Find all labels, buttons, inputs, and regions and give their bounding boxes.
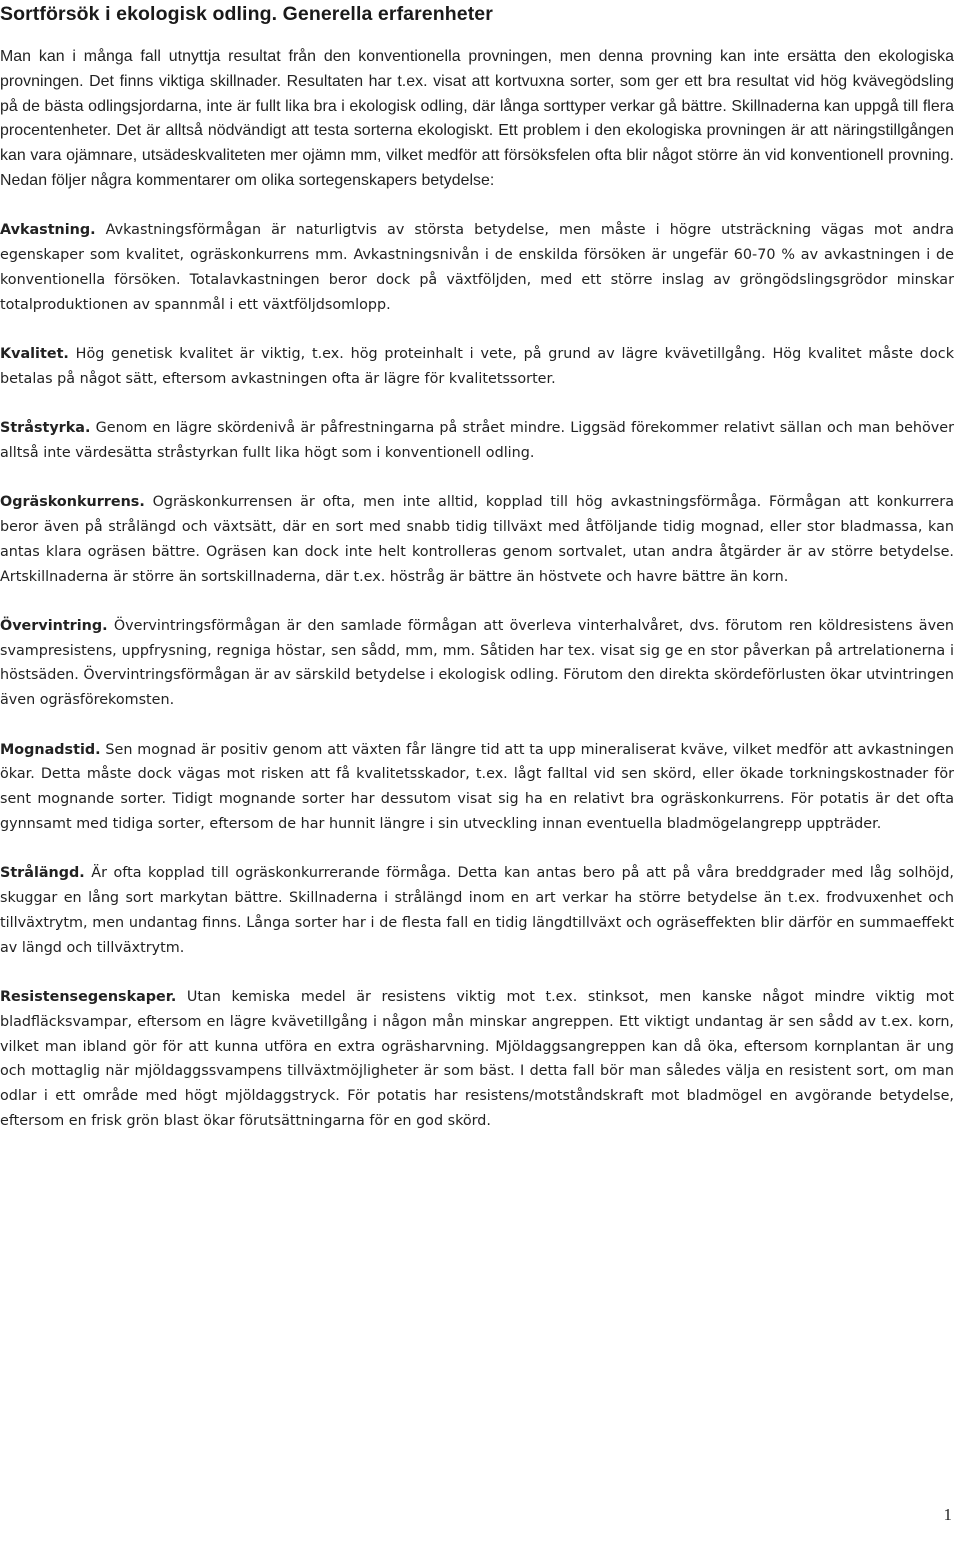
- section-text: Sen mognad är positiv genom att växten får längre tid att ta upp mineraliserat kväve, vilket medför att avkastningen ökar. Detta måste dock vägas mot risken att få kvalitetsskador, t.ex. lågt falltal vid sen skörd, eller ökade torkningskostnader för sent mognande sorter. Tidigt mognande sorter har dessutom visat sig ha en relativt bra ogräskonkurrens. För potatis är det ofta gynnsamt med tidiga sorter, eftersom de har hunnit längre i sin utveckling innan eventuella bladmögelangrepp uppträder.: [0, 741, 954, 832]
- section-heading: Avkastning.: [0, 222, 96, 239]
- section-heading: Mognadstid.: [0, 741, 101, 758]
- section-text: Hög genetisk kvalitet är viktig, t.ex. hög proteinhalt i vete, på grund av lägre kvävetillgång. Hög kvalitet måste dock betalas på något sätt, eftersom avkastningen ofta är lägre för kvalitetssorter.: [0, 345, 954, 387]
- intro-text-part1: Man kan i många fall utnyttja resultat från den konventionella provningen, men denna provning kan inte ersätta den ekologiska provningen. Det finns viktiga skillnader. Resultaten har t.ex. visat att kortvuxna sorter, som ger ett bra resultat vid hög kvävegödsling på de bästa odlingsjordarna, inte är fullt lika bra i ekologisk odling, där långa sorttyper verkar gå bättre. Skillnaderna kan uppgå till flera procentenheter. Det är alltså nödvändigt att testa sorterna ekologiskt.: [0, 48, 954, 140]
- section-text: Genom en lägre skördenivå är påfrestningarna på strået mindre. Liggsäd förekommer relativt sällan och man behöver alltså inte värdesätta stråstyrkan fullt lika högt som i konventionell odling.: [0, 420, 954, 461]
- section-kvalitet: [0, 342, 954, 392]
- section-heading: Ogräskonkurrens.: [0, 494, 145, 511]
- section-heading: Resistensegenskaper.: [0, 988, 177, 1005]
- section-heading: Övervintring.: [0, 617, 108, 634]
- intro-paragraph: [0, 45, 954, 194]
- section-text: Utan kemiska medel är resistens viktig mot t.ex. stinksot, men kanske något mindre viktig mot bladfläcksvampar, eftersom en lägre kvävetillgång i någon mån minskar angreppen. Ett viktigt undantag är sen sådd av t.ex. korn, vilket man ibland gör för att kunna utföra en extra ogräsharvning. Mjöldaggsangreppen kan då öka, eftersom kornplantan är ung och mottaglig när mjöldaggssvampens tillväxtmöjligheter är som bäst. I detta fall bör man således välja en resistent sort, om man odlar i ett område med högt mjöldaggstryck. För potatis har resistens/motståndskraft mot bladmögel en avgörande betydelse, eftersom en frisk grön blast ökar förutsättningarna för en god skörd.: [0, 988, 954, 1129]
- section-stralangd: [0, 861, 954, 960]
- intro-text-part2: Ett problem i den ekologiska provningen är att näringstillgången kan vara ojämnare, utsädeskvaliteten mer ojämn mm, vilket medför att försöksfelen ofta blir något större än vid konventionell provning. Nedan följer några kommentarer om olika sortegenskapers betydelse:: [0, 122, 954, 189]
- section-heading: Kvalitet.: [0, 345, 69, 362]
- page-number: 1: [943, 1505, 952, 1524]
- section-heading: Stråstyrka.: [0, 420, 91, 437]
- section-ograskonkurrens: [0, 490, 954, 589]
- section-text: Ogräskonkurrensen är ofta, men inte alltid, kopplad till hög avkastningsförmåga. Förmågan att konkurrera beror även på strålängd och växtsätt, där en sort med snabb tidig tillväxt med åtföljande tidig mognad, eller stor bladmassa, kan antas klara ogräsen bättre. Ogräsen kan dock inte helt kontrolleras genom sortvalet, utan andra åtgärder är av större betydelse. Artskillnaderna är större än sortskillnaderna, där t.ex. höstråg är bättre än höstvete och havre bättre än korn.: [0, 494, 954, 585]
- section-text: Övervintringsförmågan är den samlade förmågan att överleva vinterhalvåret, dvs. förutom ren köldresistens även svampresistens, uppfrysning, regniga höstar, sen sådd, mm, mm. Såtiden har tex. visat sig ge en stor påverkan på artrelationerna i höstsäden. Övervintringsförmågan är av särskild betydelse i ekologisk odling. Förutom den direkta skördeförlusten ökar utvintringen även ogräsförekomsten.: [0, 617, 954, 709]
- section-avkastning: [0, 218, 954, 317]
- section-resistensegenskaper: [0, 985, 954, 1134]
- section-text: Avkastningsförmågan är naturligtvis av största betydelse, men måste i högre utsträckning vägas mot andra egenskaper som kvalitet, ogräskonkurrens mm. Avkastningsnivån i de enskilda försöken är ungefär 60-70 % av avkastningen i de konventionella försöken. Totalavkastningen beror dock på växtföljden, med ett större inslag av gröngödslingsgrödor minskar totalproduktionen av spannmål i ett växtföljdsomlopp.: [0, 222, 954, 313]
- section-heading: Strålängd.: [0, 865, 85, 882]
- section-strastyrka: [0, 416, 954, 466]
- section-overvintring: [0, 614, 954, 713]
- section-mognadstid: [0, 738, 954, 837]
- page-title: Sortförsök i ekologisk odling. Generella erfarenheter: [0, 3, 493, 25]
- section-text: Är ofta kopplad till ogräskonkurrerande förmåga. Detta kan antas bero på att på våra breddgrader med låg solhöjd, skuggar en lång sort markytan bättre. Skillnaderna i strålängd inom en art verkar ha större betydelse än t.ex. frodvuxenhet och tillväxtrytm, men undantag finns. Långa sorter har i de flesta fall en tidig längdtillväxt och ogräseffekten blir därför en summaeffekt av längd och tillväxtrytm.: [0, 865, 954, 956]
